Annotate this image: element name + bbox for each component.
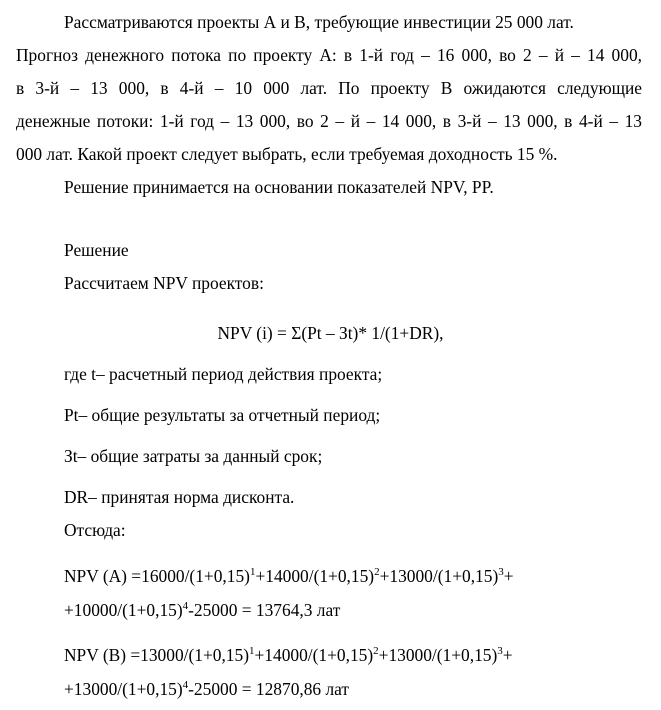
npv-b-line-1: NPV $(B) =13000/(1+0,15)^1+14000/(1+0,15)^2+13000/(1+0,15)^3+$	[64, 645, 513, 665]
problem-line-2: Прогноз денежного потока по проекту А: в 1-й год – 16 000, во 2 – й – 14 000,	[16, 45, 642, 65]
problem-line-3: в 3-й – 13 000, в 4-й – 10 000 лат. По проекту В ожидаются следующие	[16, 78, 642, 98]
problem-line-6: Решение принимается на основании показателей NPV, PP.	[64, 177, 494, 197]
npv-a-line-2: $+10000/(1+0,15)^4-25000 = 13764,3$ лат	[64, 600, 341, 620]
hence-label: Отсюда:	[64, 520, 126, 540]
problem-line-1: Рассматриваются проекты А и В, требующие инвестиции 25 000 лат.	[64, 12, 574, 32]
problem-line-4: денежные потоки: 1-й год – 13 000, во 2 – й – 14 000, в 3-й – 13 000, в 4-й – 13	[16, 111, 642, 131]
problem-line-5: 000 лат. Какой проект следует выбрать, если требуемая доходность 15 %.	[16, 144, 558, 164]
definition-pt: Pt– общие результаты за отчетный период;	[64, 405, 381, 425]
npv-a-line-1: NPV $(A) =16000/(1+0,15)^1+14000/(1+0,15)^2+13000/(1+0,15)^3+$	[64, 566, 514, 586]
solution-intro: Рассчитаем NPV проектов:	[64, 273, 264, 293]
definition-dr: DR– принятая норма дисконта.	[64, 487, 295, 507]
npv-formula: NPV (i) = Σ(Pt – Зt)* 1/(1+DR),	[217, 323, 444, 343]
npv-b-line-2: $+13000/(1+0,15)^4-25000 = 12870,86$ лат	[64, 679, 350, 699]
definition-t: где t– расчетный период действия проекта;	[64, 364, 383, 384]
definition-zt: Зt– общие затраты за данный срок;	[64, 446, 323, 466]
solution-heading: Решение	[64, 240, 129, 260]
